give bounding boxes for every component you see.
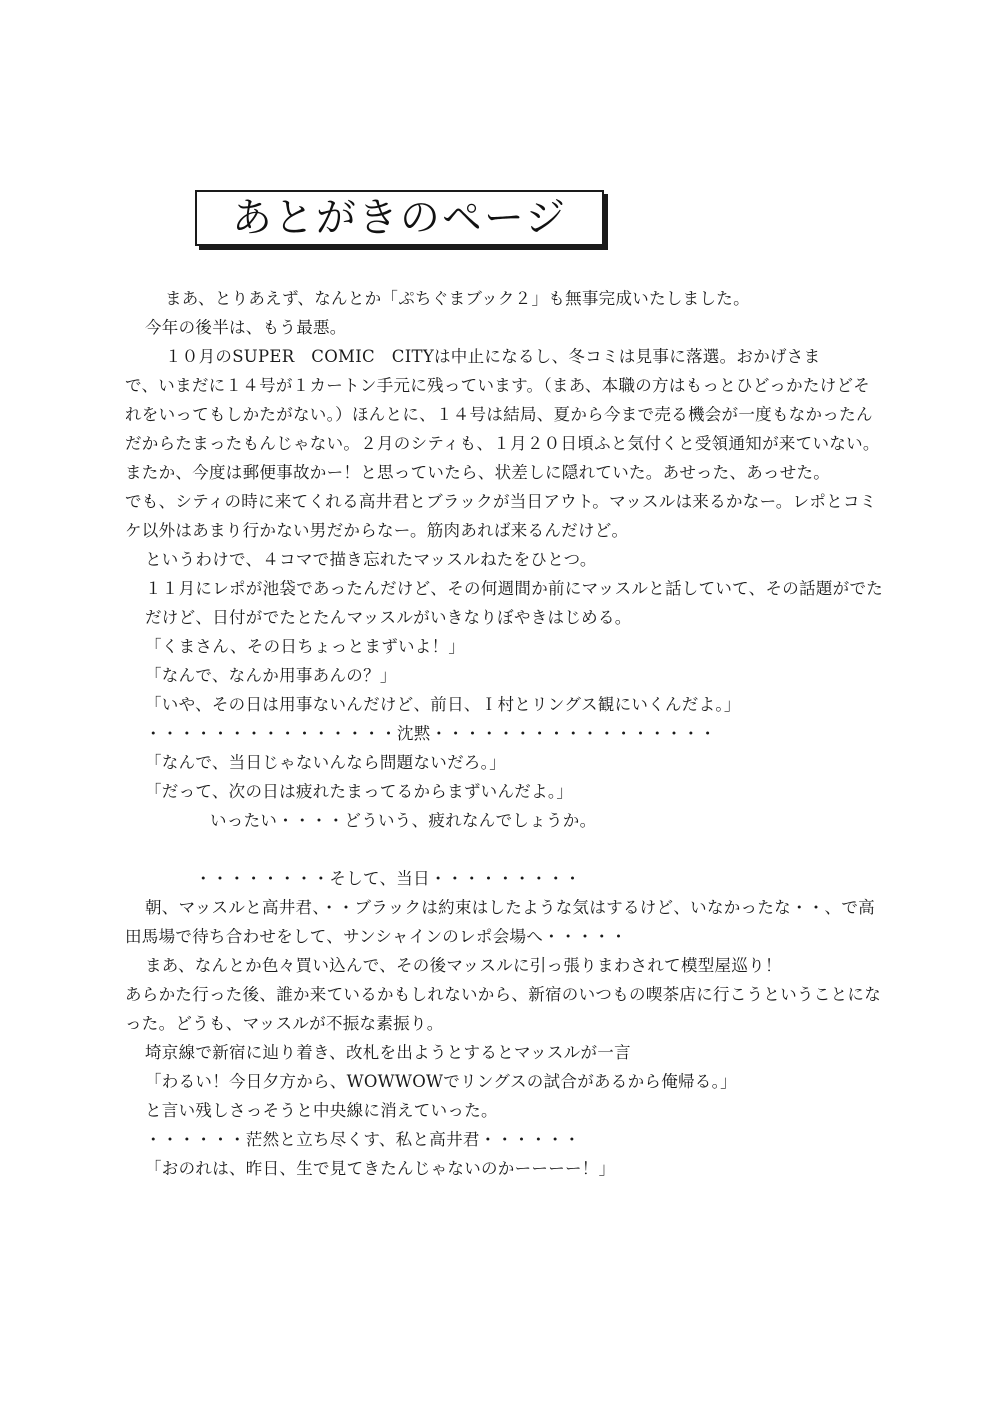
- dialogue-line: 「なんで、当日じゃないんなら問題ないだろ。」: [145, 753, 507, 772]
- text-line: ・・・・・・・・そして、当日・・・・・・・・・: [195, 869, 582, 888]
- text-line: というわけで、４コマで描き忘れたマッスルねたをひとつ。: [145, 550, 597, 569]
- text-line: 朝、マッスルと高井君、・・ブラックは約束はしたような気はするけど、いなかったな・・、で高: [145, 898, 875, 917]
- text-line: あらかた行った後、誰か来ているかもしれないから、新宿のいつもの喫茶店に行こうということにな: [125, 985, 881, 1004]
- text-line: だからたまったもんじゃない。２月のシティも、１月２０日頃ふと気付くと受領通知が来ていない。: [125, 434, 880, 453]
- text-line: １１月にレポが池袋であったんだけど、その何週間か前にマッスルと話していて、その話題がでた: [145, 579, 884, 598]
- text-line: ・・・・・・・・・・・・・・・沈黙・・・・・・・・・・・・・・・・・: [145, 724, 717, 743]
- text-line: で、いまだに１４号が１カートン手元に残っています。（まあ、本職の方はもっとひどっかたけどそ: [125, 376, 871, 395]
- text-line: 田馬場で待ち合わせをして、サンシャインのレポ会場へ・・・・・: [125, 927, 628, 946]
- text-line: 埼京線で新宿に辿り着き、改札を出ようとするとマッスルが一言: [145, 1043, 631, 1062]
- text-line: と言い残しさっそうと中央線に消えていった。: [145, 1101, 498, 1120]
- text-line: れをいってもしかたがない。）ほんとに、１４号は結局、夏から今まで売る機会が一度もなかったん: [125, 405, 873, 424]
- text-line: だけど、日付がでたとたんマッスルがいきなりぼやきはじめる。: [145, 608, 632, 627]
- text-line: まあ、とりあえず、なんとか「ぷちぐまブック２」も無事完成いたしました。: [165, 289, 750, 308]
- afterword-body: [125, 284, 915, 1183]
- text-line: でも、シティの時に来てくれる高井君とブラックが当日アウト。マッスルは来るかなー。レポとコミ: [125, 492, 877, 511]
- dialogue-line: 「いや、その日は用事ないんだけど、前日、Ｉ村とリングス観にいくんだよ。」: [145, 695, 741, 714]
- dialogue-line: 「わるい！今日夕方から、WOWWOWでリングスの試合があるから俺帰る。」: [145, 1072, 737, 1091]
- dialogue-line: 「おのれは、昨日、生で見てきたんじゃないのかーーーー！」: [145, 1159, 616, 1178]
- text-line: またか、今度は郵便事故かー！と思っていたら、状差しに隠れていた。あせった、あっせた。: [125, 463, 831, 482]
- text-line: まあ、なんとか色々買い込んで、その後マッスルに引っ張りまわされて模型屋巡り！: [145, 956, 782, 975]
- text-line: ・・・・・・茫然と立ち尽くす、私と高井君・・・・・・: [145, 1130, 581, 1149]
- dialogue-line: 「だって、次の日は疲れたまってるからまずいんだよ。」: [145, 782, 574, 801]
- text-line: 今年の後半は、もう最悪。: [145, 318, 347, 337]
- page-title: あとがきのページ: [231, 195, 568, 241]
- dialogue-line: 「くまさん、その日ちょっとまずいよ！」: [145, 637, 466, 656]
- page-title-box: [195, 190, 604, 246]
- text-line: った。どうも、マッスルが不振な素振り。: [125, 1014, 444, 1033]
- text-line: いったい・・・・どういう、疲れなんでしょうか。: [210, 811, 597, 830]
- blank-line: [125, 835, 915, 864]
- text-line: ケ以外はあまり行かない男だからなー。筋肉あれば来るんだけど。: [125, 521, 629, 540]
- text-line: １０月のSUPER COMIC CITYは中止になるし、冬コミは見事に落選。おかげさま: [165, 347, 821, 366]
- dialogue-line: 「なんで、なんか用事あんの？」: [145, 666, 397, 685]
